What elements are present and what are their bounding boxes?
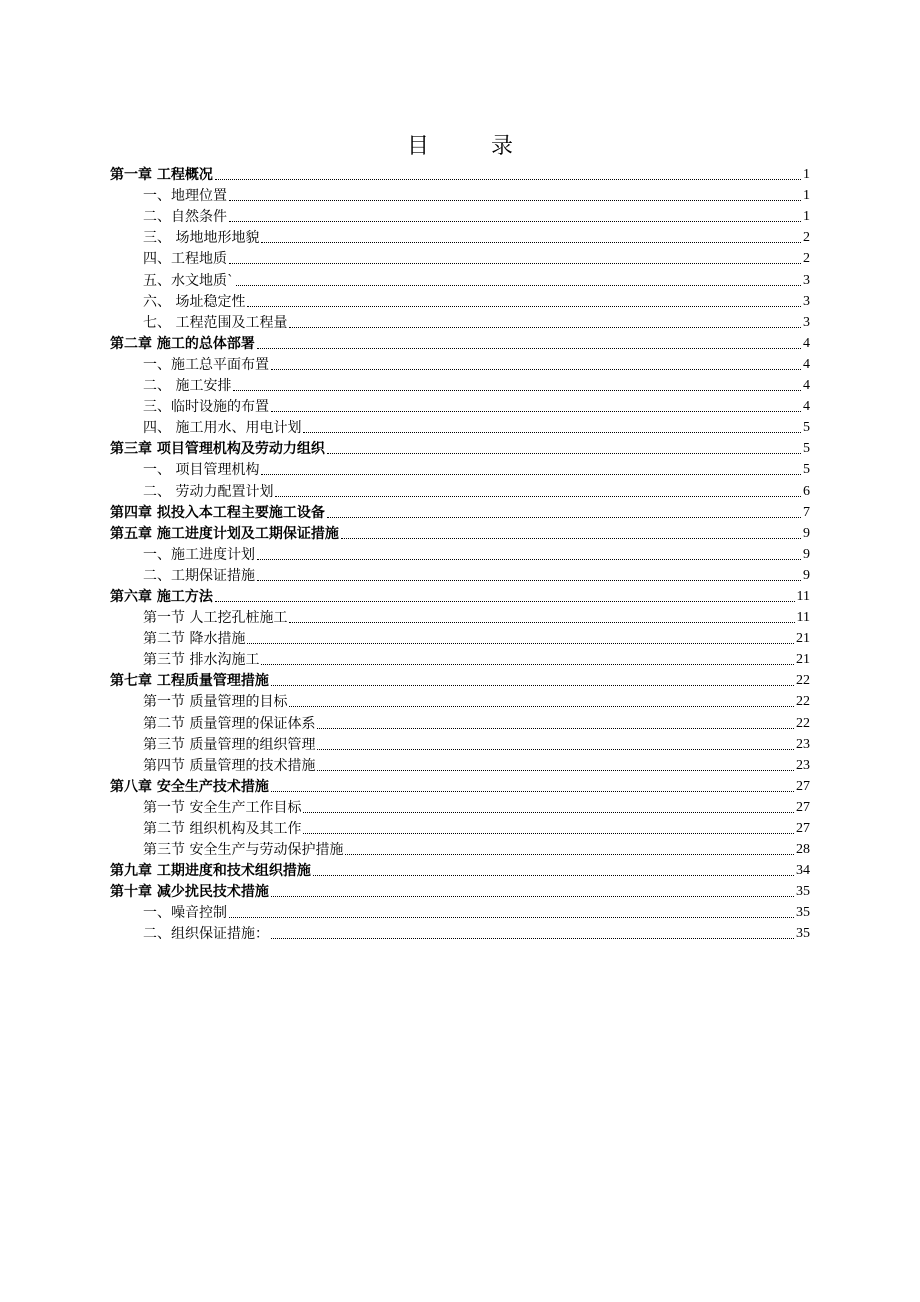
toc-entry-label: 第二节 组织机构及其工作 (143, 821, 302, 837)
toc-entry-page-number: 35 (796, 926, 810, 942)
toc-entry-page-number: 22 (796, 694, 810, 710)
toc-section-entry[interactable] (110, 543, 810, 564)
toc-dot-leader (289, 326, 801, 328)
toc-entry-label: 三、 场地地形地貌 (143, 230, 260, 247)
toc-dot-leader (327, 516, 801, 518)
toc-entry-label: 二、自然条件 (143, 209, 227, 226)
toc-entry-label: 一、噪音控制 (143, 905, 227, 922)
toc-section-entry[interactable] (110, 458, 810, 479)
toc-entry-page-number: 21 (796, 652, 810, 668)
toc-entry-page-number: 22 (796, 715, 810, 731)
toc-entry-page-number: 5 (803, 462, 810, 478)
toc-dot-leader (289, 705, 794, 707)
toc-entry-page-number: 2 (803, 230, 810, 246)
toc-section-entry[interactable] (110, 184, 810, 205)
toc-section-entry[interactable] (110, 733, 810, 754)
toc-entry-page-number: 35 (796, 884, 810, 900)
toc-entry-page-number: 9 (803, 567, 810, 583)
toc-dot-leader (229, 220, 801, 222)
toc-section-entry[interactable] (110, 922, 810, 943)
toc-entry-label: 第四节 质量管理的技术措施 (143, 757, 316, 774)
toc-dot-leader (313, 874, 794, 876)
toc-entry-label: 第三节 质量管理的组织管理 (143, 736, 316, 753)
toc-section-entry[interactable] (110, 290, 810, 311)
toc-entry-page-number: 4 (803, 399, 810, 415)
toc-entry-page-number: 21 (796, 631, 810, 647)
toc-entry-page-number: 11 (796, 588, 810, 604)
toc-chapter-entry[interactable] (110, 585, 810, 606)
toc-dot-leader (341, 537, 801, 539)
toc-chapter-entry[interactable] (110, 775, 810, 796)
toc-section-entry[interactable] (110, 817, 810, 838)
toc-entry-page-number: 4 (803, 356, 810, 372)
toc-entry-page-number: 6 (803, 483, 810, 499)
toc-dot-leader (271, 684, 794, 686)
toc-entry-page-number: 23 (796, 757, 810, 773)
toc-dot-leader (303, 832, 794, 834)
toc-entry-label: 一、 项目管理机构 (143, 462, 260, 479)
toc-dot-leader (271, 937, 794, 939)
toc-dot-leader (275, 495, 801, 497)
toc-entry-page-number: 27 (796, 799, 810, 815)
toc-dot-leader (345, 853, 794, 855)
toc-entry-label: 一、施工总平面布置 (143, 356, 269, 373)
toc-entry-page-number: 3 (803, 272, 810, 288)
toc-entry-label: 第八章 安全生产技术措施 (110, 778, 269, 795)
toc-dot-leader (229, 916, 794, 918)
toc-dot-leader (317, 769, 794, 771)
toc-dot-leader (257, 558, 801, 560)
toc-entry-label: 第五章 施工进度计划及工期保证措施 (110, 525, 339, 542)
toc-section-entry[interactable] (110, 353, 810, 374)
toc-dot-leader (289, 621, 794, 623)
toc-section-entry[interactable] (110, 606, 810, 627)
toc-entry-page-number: 35 (796, 905, 810, 921)
toc-section-entry[interactable] (110, 711, 810, 732)
toc-dot-leader (247, 642, 794, 644)
toc-entry-page-number: 4 (803, 335, 810, 351)
toc-entry-label: 五、水文地质` (143, 272, 234, 289)
toc-entry-page-number: 34 (796, 863, 810, 879)
toc-entry-page-number: 27 (796, 821, 810, 836)
toc-entry-label: 一、施工进度计划 (143, 546, 255, 563)
toc-chapter-entry[interactable] (110, 859, 810, 880)
toc-entry-label: 第二节 质量管理的保证体系 (143, 715, 316, 732)
toc-dot-leader (271, 368, 801, 370)
toc-entry-label: 第一章 工程概况 (110, 167, 213, 184)
toc-entry-label: 七、 工程范围及工程量 (143, 314, 288, 331)
toc-entry-page-number: 23 (796, 736, 810, 752)
toc-dot-leader (271, 895, 794, 897)
toc-entry-label: 第六章 施工方法 (110, 588, 213, 605)
toc-entry-page-number: 5 (803, 420, 810, 436)
toc-entry-page-number: 3 (803, 293, 810, 309)
toc-dot-leader (229, 199, 801, 201)
toc-dot-leader (317, 748, 794, 750)
toc-entry-page-number: 1 (803, 188, 810, 204)
toc-section-entry[interactable] (110, 796, 810, 817)
toc-chapter-entry[interactable] (110, 880, 810, 901)
toc-section-entry[interactable] (110, 690, 810, 711)
toc-dot-leader (229, 262, 801, 264)
toc-entry-label: 第三节 排水沟施工 (143, 652, 260, 669)
toc-section-entry[interactable] (110, 838, 810, 859)
toc-entry-page-number: 3 (803, 314, 810, 330)
toc-section-entry[interactable] (110, 395, 810, 416)
toc-entry-label: 第四章 拟投入本工程主要施工设备 (110, 504, 325, 521)
toc-section-entry[interactable] (110, 479, 810, 500)
toc-chapter-entry[interactable] (110, 332, 810, 353)
toc-entry-page-number: 9 (803, 525, 810, 541)
toc-chapter-entry[interactable] (110, 501, 810, 522)
toc-entry-label: 三、临时设施的布置 (143, 399, 269, 416)
toc-entry-label: 第二章 施工的总体部署 (110, 335, 255, 352)
toc-dot-leader (257, 579, 801, 581)
toc-entry-label: 第一节 安全生产工作目标 (143, 799, 302, 816)
toc-entry-page-number: 27 (796, 778, 810, 794)
toc-entry-label: 四、 施工用水、用电计划 (143, 420, 302, 437)
toc-dot-leader (271, 410, 801, 412)
toc-entry-page-number: 1 (803, 209, 810, 225)
toc-section-entry[interactable] (110, 226, 810, 247)
toc-entry-label: 第九章 工期进度和技术组织措施 (110, 863, 311, 880)
toc-dot-leader (303, 431, 801, 433)
toc-section-entry[interactable] (110, 247, 810, 268)
toc-chapter-entry[interactable] (110, 163, 810, 184)
toc-entry-label: 第二节 降水措施 (143, 631, 246, 648)
toc-section-entry[interactable] (110, 311, 810, 332)
toc-dot-leader (317, 727, 794, 729)
toc-entry-label: 二、 劳动力配置计划 (143, 483, 274, 500)
toc-dot-leader (261, 473, 801, 475)
toc-section-entry[interactable] (110, 205, 810, 226)
toc-section-entry[interactable] (110, 564, 810, 585)
toc-dot-leader (215, 178, 801, 180)
toc-entry-label: 一、地理位置 (143, 188, 227, 205)
toc-dot-leader (215, 600, 795, 602)
toc-title-right: 录 (491, 134, 514, 159)
toc-entry-page-number: 2 (803, 251, 810, 267)
toc-chapter-entry[interactable] (110, 437, 810, 458)
toc-chapter-entry[interactable] (110, 522, 810, 543)
toc-entry-page-number: 1 (803, 167, 810, 183)
toc-entry-page-number: 11 (796, 610, 810, 626)
toc-entry-page-number: 5 (803, 441, 810, 457)
toc-entry-page-number: 28 (796, 842, 810, 858)
toc-title-left: 目 (406, 134, 429, 159)
table-of-contents (110, 163, 810, 943)
toc-entry-label: 第一节 人工挖孔桩施工 (143, 610, 288, 627)
toc-entry-label: 六、 场址稳定性 (143, 293, 246, 310)
toc-dot-leader (257, 347, 801, 349)
toc-dot-leader (303, 811, 794, 813)
toc-section-entry[interactable] (110, 374, 810, 395)
toc-entry-label: 第三章 项目管理机构及劳动力组织 (110, 441, 325, 458)
toc-dot-leader (271, 790, 794, 792)
toc-title (0, 132, 920, 162)
toc-entry-page-number: 9 (803, 546, 810, 562)
toc-entry-label: 第七章 工程质量管理措施 (110, 673, 269, 690)
toc-entry-label: 二、组织保证措施： (143, 926, 269, 943)
toc-dot-leader (261, 241, 801, 243)
toc-dot-leader (233, 389, 801, 391)
toc-chapter-entry[interactable] (110, 669, 810, 690)
toc-dot-leader (247, 305, 801, 307)
toc-section-entry[interactable] (110, 268, 810, 289)
toc-entry-label: 二、 施工安排 (143, 378, 232, 395)
toc-entry-label: 第三节 安全生产与劳动保护措施 (143, 842, 344, 859)
toc-entry-page-number: 22 (796, 673, 810, 689)
toc-section-entry[interactable] (110, 627, 810, 648)
toc-dot-leader (236, 284, 801, 286)
toc-entry-label: 第一节 质量管理的目标 (143, 694, 288, 711)
toc-entry-label: 第十章 减少扰民技术措施 (110, 884, 269, 901)
toc-section-entry[interactable] (110, 416, 810, 437)
toc-entry-page-number: 7 (803, 504, 810, 520)
toc-section-entry[interactable] (110, 754, 810, 775)
toc-dot-leader (261, 663, 794, 665)
toc-entry-label: 二、工期保证措施 (143, 567, 255, 584)
toc-dot-leader (327, 452, 801, 454)
toc-section-entry[interactable] (110, 901, 810, 922)
toc-section-entry[interactable] (110, 648, 810, 669)
toc-entry-page-number: 4 (803, 378, 810, 394)
toc-entry-label: 四、工程地质 (143, 251, 227, 268)
